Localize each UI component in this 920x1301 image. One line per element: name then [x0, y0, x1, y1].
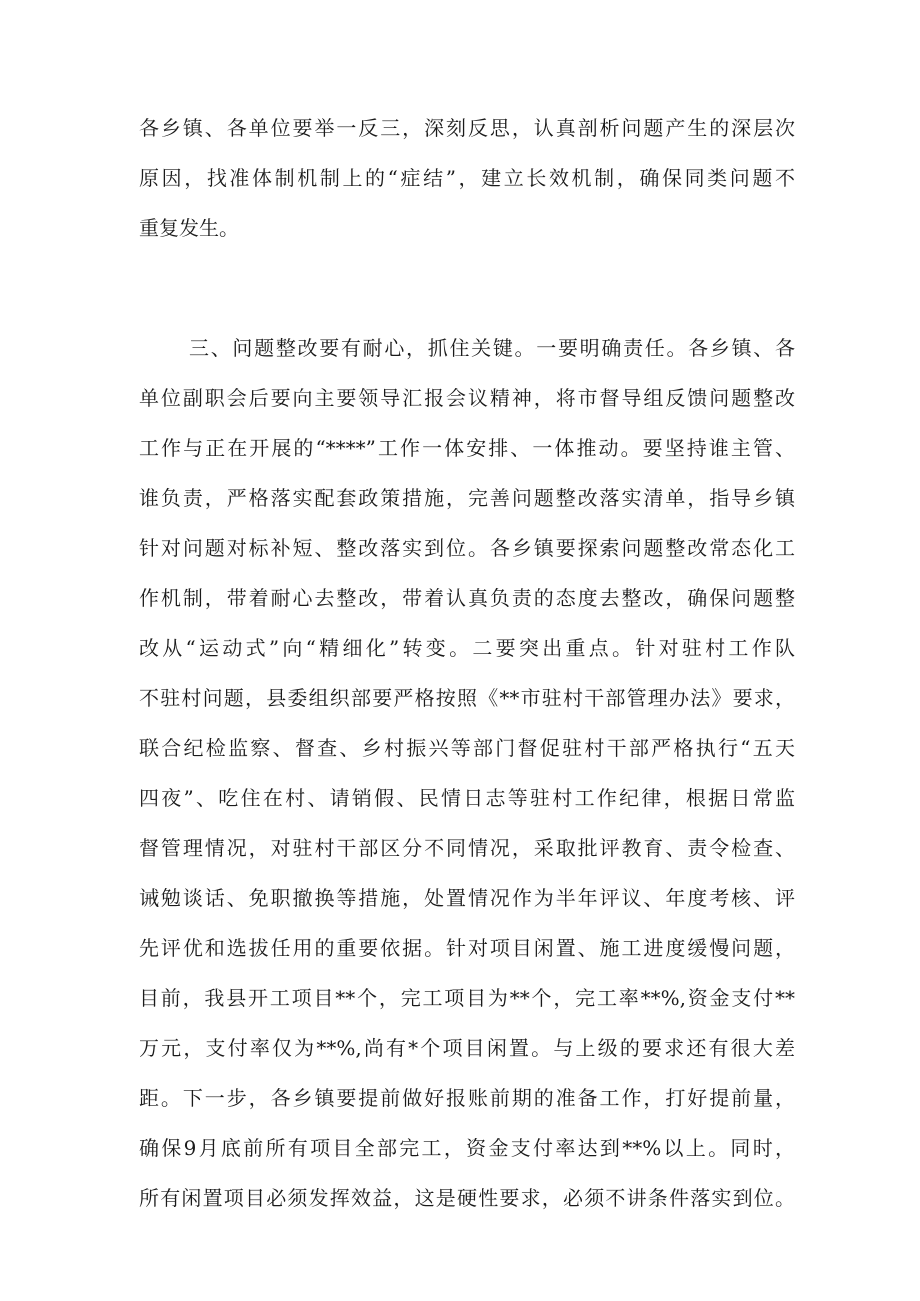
paragraph-2-line-11: 督管理情况，对驻村干部区分不同情况，采取批评教育、责令检查、 — [139, 836, 795, 860]
paragraph-2-line-10: 四夜”、吃住在村、请销假、民情日志等驻村工作纪律，根据日常监 — [139, 786, 795, 810]
paragraph-2-line-12: 诫勉谈话、免职撤换等措施，处置情况作为半年评议、年度考核、评 — [139, 886, 795, 910]
paragraph-2-line-9: 联合纪检监察、督查、乡村振兴等部门督促驻村干部严格执行“五天 — [139, 736, 795, 760]
paragraph-2-line-14: 目前，我县开工项目**个，完工项目为**个，完工率**%,资金支付** — [139, 986, 795, 1010]
paragraph-2-line-17: 确保9月底前所有项目全部完工，资金支付率达到**%以上。同时， — [139, 1136, 795, 1160]
paragraph-2-line-13: 先评优和选拔任用的重要依据。针对项目闲置、施工进度缓慢问题， — [139, 936, 795, 960]
paragraph-2-line-18: 所有闲置项目必须发挥效益，这是硬性要求，必须不讲条件落实到位。 — [139, 1186, 795, 1210]
paragraph-2-line-5: 针对问题对标补短、整改落实到位。各乡镇要探索问题整改常态化工 — [139, 536, 795, 560]
paragraph-2-line-4: 谁负责，严格落实配套政策措施，完善问题整改落实清单，指导乡镇 — [139, 486, 795, 510]
paragraph-2-line-2: 单位副职会后要向主要领导汇报会议精神，将市督导组反馈问题整改 — [139, 386, 795, 410]
paragraph-2-line-7: 改从“运动式”向“精细化”转变。二要突出重点。针对驻村工作队 — [139, 636, 795, 660]
paragraph-1-line-1: 各乡镇、各单位要举一反三，深刻反思，认真剖析问题产生的深层次 — [139, 116, 795, 140]
paragraph-1-line-2: 原因，找准体制机制上的“症结”，建立长效机制，确保同类问题不 — [139, 166, 795, 190]
paragraph-2-line-6: 作机制，带着耐心去整改，带着认真负责的态度去整改，确保问题整 — [139, 586, 795, 610]
paragraph-2-line-15: 万元，支付率仅为**%,尚有*个项目闲置。与上级的要求还有很大差 — [139, 1036, 795, 1060]
paragraph-2-line-8: 不驻村问题，县委组织部要严格按照《**市驻村干部管理办法》要求， — [139, 686, 795, 710]
paragraph-2-line-16: 距。下一步，各乡镇要提前做好报账前期的准备工作，打好提前量， — [139, 1086, 795, 1110]
paragraph-1-line-3: 重复发生。 — [139, 216, 239, 240]
paragraph-2-line-1: 三、问题整改要有耐心，抓住关键。一要明确责任。各乡镇、各 — [189, 336, 795, 360]
paragraph-2-line-3: 工作与正在开展的“****”工作一体安排、一体推动。要坚持谁主管、 — [139, 436, 795, 460]
